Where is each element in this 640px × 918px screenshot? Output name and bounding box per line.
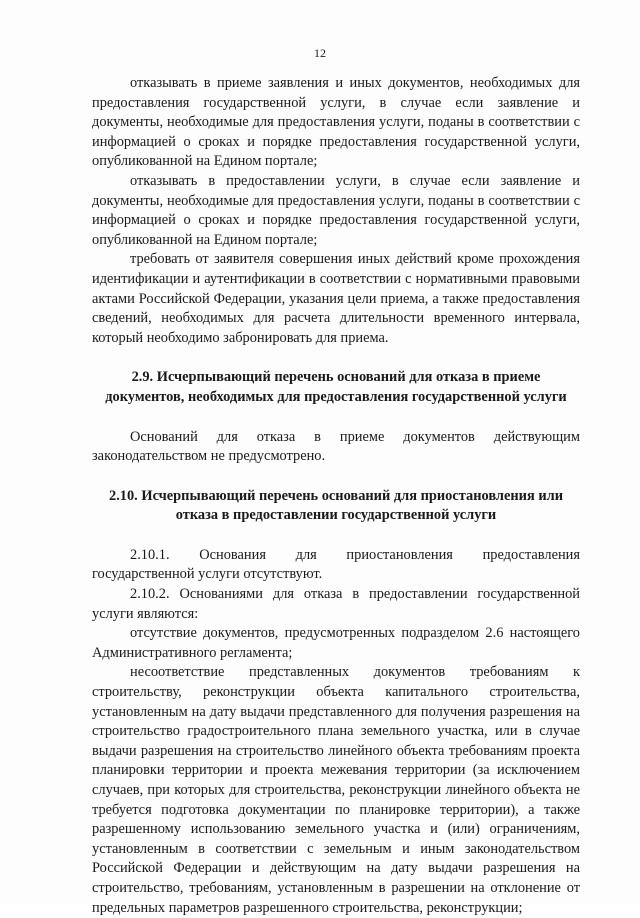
section-2-10-heading: 2.10. Исчерпывающий перечень оснований для приостановления или отказа в предоставлении государственной услуги	[109, 487, 563, 524]
paragraph-missing-documents: отсутствие документов, предусмотренных подразделом 2.6 настоящего Административного регламента;	[92, 625, 580, 661]
paragraph-refuse-service: отказывать в предоставлении услуги, в случае если заявление и документы, необходимые для предоставления услуги, поданы в соответствии с информацией о сроках и порядке предоставления государственной услуги, опубликованной на Едином портале;	[92, 172, 580, 248]
paragraph-2-10-1: 2.10.1. Основания для приостановления предоставления государственной услуги отсутствуют.	[92, 546, 580, 583]
section-2-9-heading: 2.9. Исчерпывающий перечень оснований для отказа в приеме документов, необходимых для предоставления государственной услуги	[105, 369, 567, 405]
paragraph-require-actions: требовать от заявителя совершения иных действий кроме прохождения идентификации и аутентификации в соответствии с нормативными правовыми актами Российской Федерации, указания цели приема, а также предоставления сведений, необходимых для расчета длительности временного интервала, который необходимо забронировать для приема.	[92, 251, 580, 346]
document-body	[92, 74, 580, 918]
paragraph-noncompliance: несоответствие представленных документов требованиям к строительству, реконструкции объекта капитального строительства, установленным на дату выдачи представленного для получения разрешения на строительство градостроительного плана земельного участка, или в случае выдачи разрешения на строительство линейного объекта требованиям проекта планировки территории и проекта межевания территории (за исключением случаев, при которых для строительства, реконструкции линейного объекта не требуется подготовка документации по планировке территории), а также разрешенному использованию земельного участка и (или) ограничениям, установленным в соответствии с земельным и иным законодательством Российской Федерации и действующим на дату выдачи разрешения на строительство, требованиям, установленным в разрешении на отклонение от предельных параметров разрешенного строительства, реконструкции;	[92, 664, 580, 916]
section-2-9-text: Оснований для отказа в приеме документов действующим законодательством не предусмотрено.	[92, 428, 580, 465]
page-number: 12	[314, 46, 326, 60]
paragraph-refuse-application: отказывать в приеме заявления и иных документов, необходимых для предоставления государственной услуги, в случае если заявление и документы, необходимые для предоставления услуги, поданы в соответствии с информацией о сроках и порядке предоставления государственной услуги, опубликованной на Едином портале;	[92, 75, 580, 170]
paragraph-2-10-2: 2.10.2. Основаниями для отказа в предоставлении государственной услуги являются:	[92, 586, 580, 622]
